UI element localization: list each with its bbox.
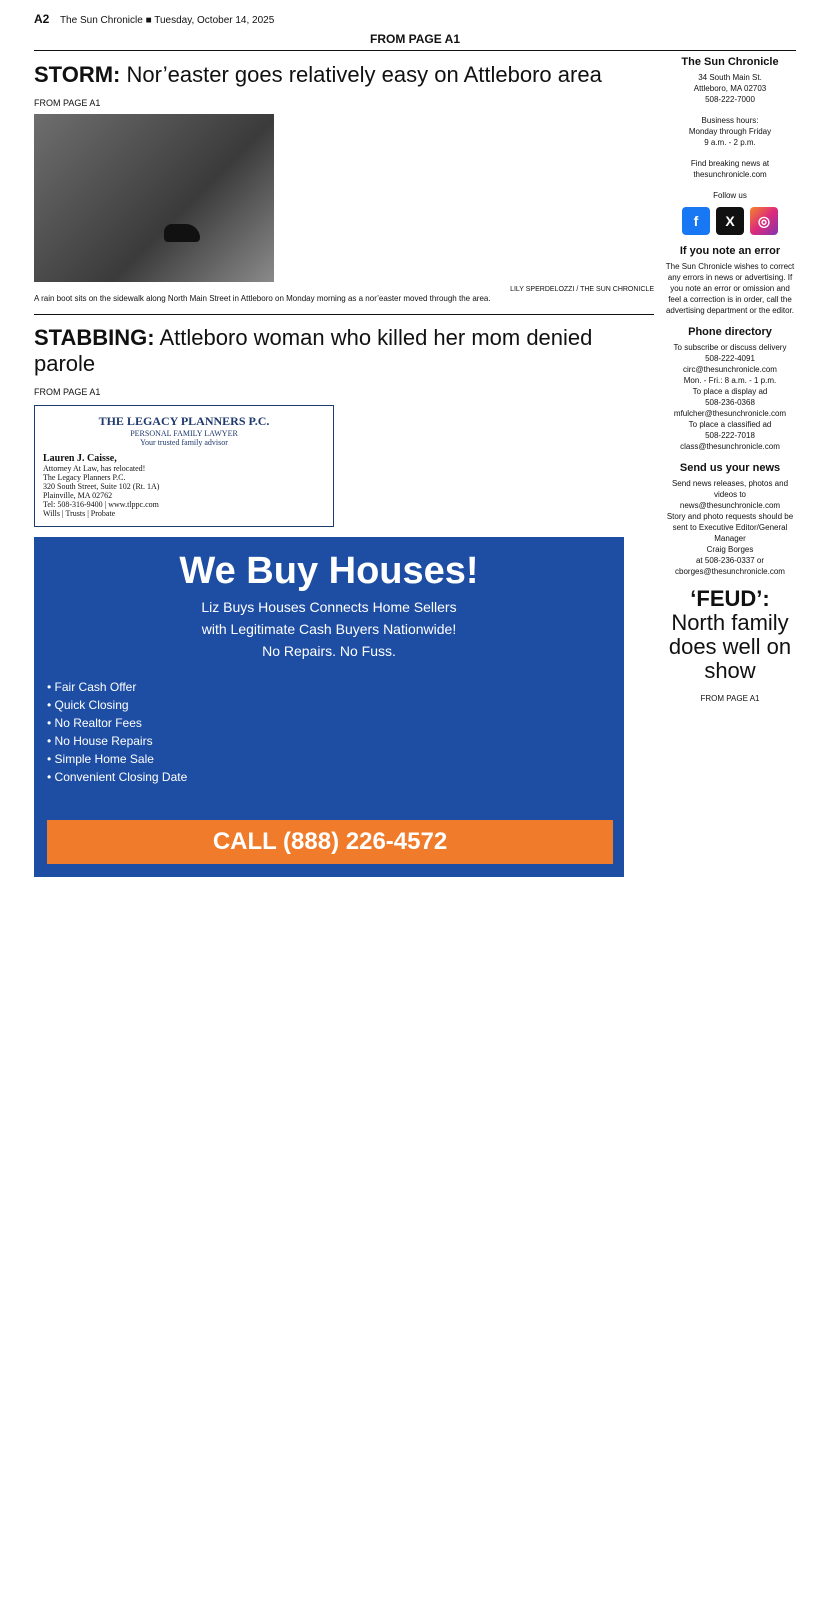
law-footer: Wills | Trusts | Probate [43, 509, 116, 518]
liz-buys-houses-ad [34, 537, 624, 877]
masthead: The Sun Chronicle [681, 56, 779, 68]
house-ad-bullets [47, 678, 297, 786]
follow-us: Follow us [713, 191, 747, 200]
from-page-banner: FROM PAGE A1 [34, 32, 796, 51]
classified-phone: 508-222-7018 [705, 431, 755, 440]
legacy-planners-ad [34, 405, 334, 527]
storm-photo [34, 114, 274, 282]
sidebar [664, 56, 796, 704]
feud-from: FROM PAGE A1 [700, 694, 760, 703]
house-call-button[interactable]: CALL (888) 226-4572 [47, 820, 613, 864]
hours-title: Business hours: [701, 116, 759, 125]
send-news-4: Craig Borges [706, 545, 754, 554]
feud-headline-text: North family does well on show [668, 610, 792, 683]
storm-headline-text: Nor’easter goes relatively easy on Attleboro area [126, 62, 602, 87]
x-icon[interactable]: X [716, 207, 744, 235]
main-phone: 508-222-7000 [705, 95, 755, 104]
law-relocated: Attorney At Law, has relocated! [43, 464, 146, 473]
law-title: THE LEGACY PLANNERS P.C. [98, 414, 270, 428]
page-number: A2 [34, 12, 50, 26]
feud-kicker: ‘FEUD’: [690, 586, 770, 611]
social-icons [664, 207, 796, 235]
story-divider [34, 314, 654, 315]
law-tel: Tel: 508-316-9400 | www.tlppc.com [43, 500, 159, 509]
display-ad-email[interactable]: mfulcher@thesunchronicle.com [673, 409, 787, 418]
breaking-block [664, 158, 796, 180]
send-news-title: Send us your news [679, 462, 781, 474]
law-tagline: Your trusted family advisor [140, 438, 228, 447]
date-separator: ■ [145, 15, 152, 26]
send-news-5: at 508-236-0337 or cborges@thesunchronicle.com [675, 556, 785, 576]
classified-title: To place a classified ad [688, 420, 772, 429]
phone-directory-block [664, 326, 796, 452]
stabbing-headline [34, 325, 654, 377]
house-ad-sub-3: No Repairs. No Fuss. [262, 643, 396, 659]
storm-headline [34, 62, 654, 88]
subscribe-hours: Mon. - Fri.: 8 a.m. - 1 p.m. [683, 376, 777, 385]
stabbing-story [34, 325, 654, 397]
instagram-icon[interactable]: ◎ [750, 207, 778, 235]
house-bullet: • Quick Closing [47, 698, 129, 712]
stabbing-headline-text: Attleboro woman who killed her mom denied parole [34, 325, 593, 376]
date: Tuesday, October 14, 2025 [154, 15, 275, 26]
paper-name: The Sun Chronicle [59, 15, 143, 26]
facebook-icon[interactable]: f [682, 207, 710, 235]
breaking-1: Find breaking news at [690, 159, 770, 168]
storm-photo-caption: A rain boot sits on the sidewalk along North Main Street in Attleboro on Monday morning as a nor’easter moved through the area. [34, 294, 491, 303]
storm-kicker: STORM: [34, 62, 121, 87]
house-bullet: • Simple Home Sale [47, 752, 154, 766]
storm-story [34, 62, 654, 315]
hours-block [664, 115, 796, 148]
subscribe-email[interactable]: circ@thesunchronicle.com [683, 365, 777, 374]
address-1: 34 South Main St. [698, 73, 762, 82]
law-subtitle: PERSONAL FAMILY LAWYER [130, 429, 238, 438]
storm-from: FROM PAGE A1 [34, 98, 101, 108]
house-ad-title: We Buy Houses! [179, 550, 479, 592]
subscribe-phone: 508-222-4091 [705, 354, 755, 363]
page-header [34, 12, 796, 26]
house-bullet: • Fair Cash Offer [47, 680, 137, 694]
breaking-2[interactable]: thesunchronicle.com [693, 170, 767, 179]
subscribe-title: To subscribe or discuss delivery [673, 343, 787, 352]
hours-1: Monday through Friday [688, 127, 772, 136]
masthead-block [664, 56, 796, 105]
law-name: Lauren J. Caisse, [43, 453, 117, 464]
error-title: If you note an error [679, 245, 781, 257]
phone-directory-title: Phone directory [688, 326, 772, 338]
feud-headline [664, 587, 796, 683]
error-block [664, 245, 796, 316]
main-column [34, 56, 654, 877]
address-2: Attleboro, MA 02703 [693, 84, 767, 93]
send-news-block [664, 462, 796, 577]
house-bullet: • Convenient Closing Date [47, 770, 188, 784]
send-news-1: Send news releases, photos and videos to [671, 479, 789, 499]
classified-email[interactable]: class@thesunchronicle.com [680, 442, 780, 451]
house-ad-sub-2: with Legitimate Cash Buyers Nationwide! [201, 621, 457, 637]
house-bullet: • No House Repairs [47, 734, 153, 748]
error-text: The Sun Chronicle wishes to correct any errors in news or advertising. If you note an error or omission and feel a correction is in order, call the advertising department or the editor. [665, 262, 795, 315]
hours-2: 9 a.m. - 2 p.m. [704, 138, 756, 147]
law-firm: The Legacy Planners P.C. [43, 473, 126, 482]
storm-photo-credit: LILY SPERDELOZZI / THE SUN CHRONICLE [510, 286, 654, 293]
display-ad-phone: 508-236-0368 [705, 398, 755, 407]
display-ad-title: To place a display ad [692, 387, 768, 396]
law-address-2: Plainville, MA 02762 [43, 491, 113, 500]
house-bullet: • No Realtor Fees [47, 716, 142, 730]
house-ad-sub-1: Liz Buys Houses Connects Home Sellers [201, 599, 457, 615]
stabbing-kicker: STABBING: [34, 325, 155, 350]
stabbing-from: FROM PAGE A1 [34, 387, 101, 397]
send-news-2[interactable]: news@thesunchronicle.com [679, 501, 781, 510]
send-news-3: Story and photo requests should be sent to Executive Editor/General Manager [666, 512, 794, 543]
law-address-1: 320 South Street, Suite 102 (Rt. 1A) [43, 482, 160, 491]
